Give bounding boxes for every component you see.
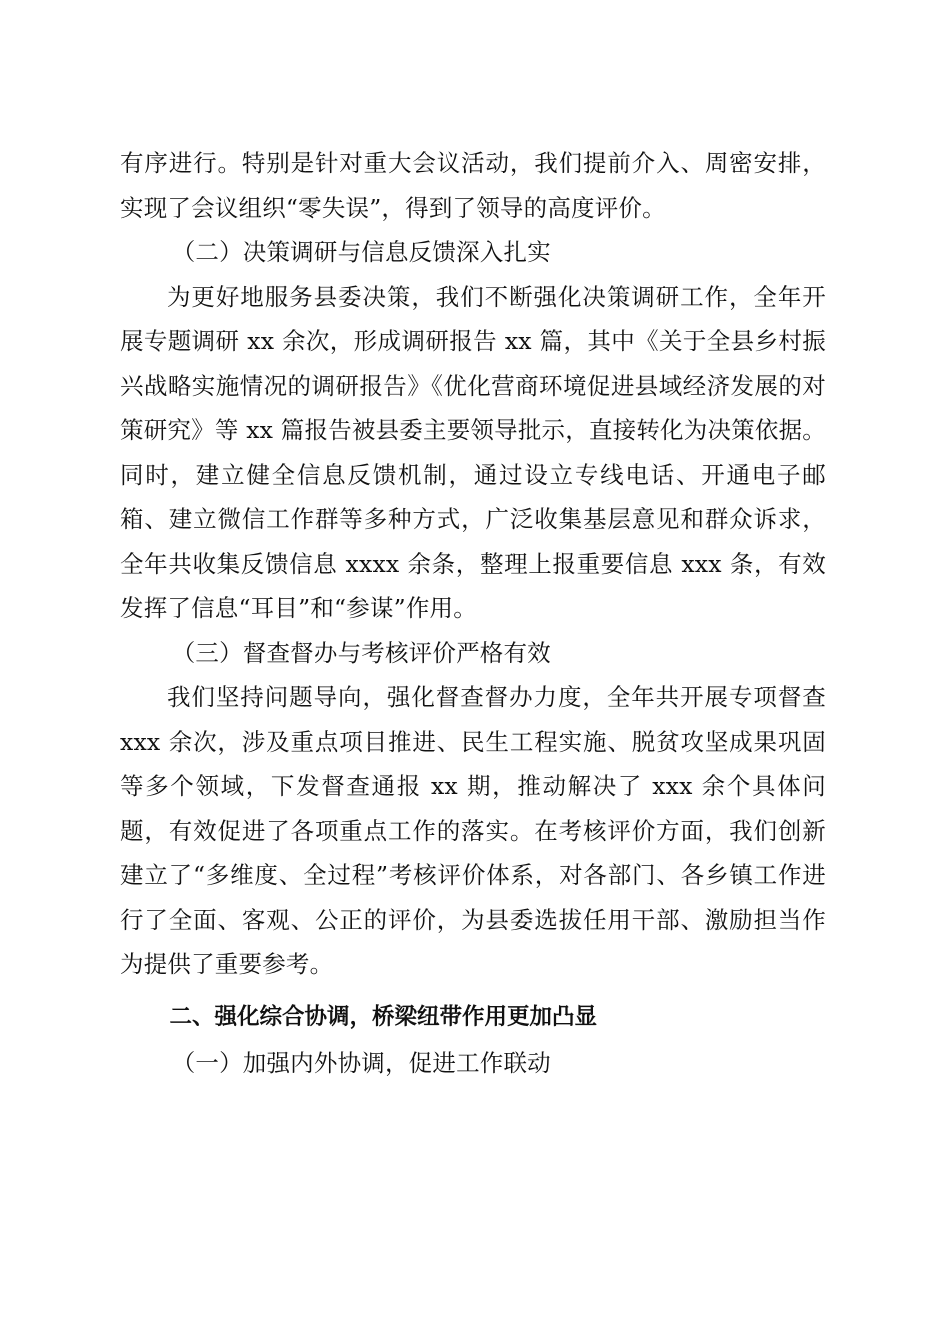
- paragraph-continuation: 有序进行。特别是针对重大会议活动，我们提前介入、周密安排，实现了会议组织“零失误”，得到了领导的高度评价。: [120, 149, 826, 222]
- subheading-decision-research: （二）决策调研与信息反馈深入扎实: [171, 238, 551, 266]
- paragraph-decision-research: 为更好地服务县委决策，我们不断强化决策调研工作，全年开展专题调研 xx 余次，形成调研报告 xx 篇，其中《关于全县乡村振兴战略实施情况的调研报告》《优化营商环境促进县域经济发展的对策研究》等 xx 篇报告被县委主要领导批示，直接转化为决策依据。同时，建立健全信息反馈机制，通过设立专线电话、开通电子邮箱、建立微信工作群等多种方式，广泛收集基层意见和群众诉求，全年共收集反馈信息 xxxx 余条，整理上报重要信息 xxx 条，有效发挥了信息“耳目”和“参谋”作用。: [120, 282, 826, 622]
- paragraph-supervision: 我们坚持问题导向，强化督查督办力度，全年共开展专项督查 xxx 余次，涉及重点项目推进、民生工程实施、脱贫攻坚成果巩固等多个领域，下发督查通报 xx 期，推动解决了 xxx 余个具体问题，有效促进了各项重点工作的落实。在考核评价方面，我们创新建立了“多维度、全过程”考核评价体系，对各部门、各乡镇工作进行了全面、客观、公正的评价，为县委选拔任用干部、激励担当作为提供了重要参考。: [120, 683, 826, 978]
- document-body: [120, 141, 826, 1085]
- subheading-supervision: （三）督查督办与考核评价严格有效: [171, 638, 551, 667]
- section-heading-coordination: 二、强化综合协调，桥梁纽带作用更加凸显: [169, 1003, 598, 1030]
- subheading-internal-external-coordination: （一）加强内外协调，促进工作联动: [171, 1048, 551, 1077]
